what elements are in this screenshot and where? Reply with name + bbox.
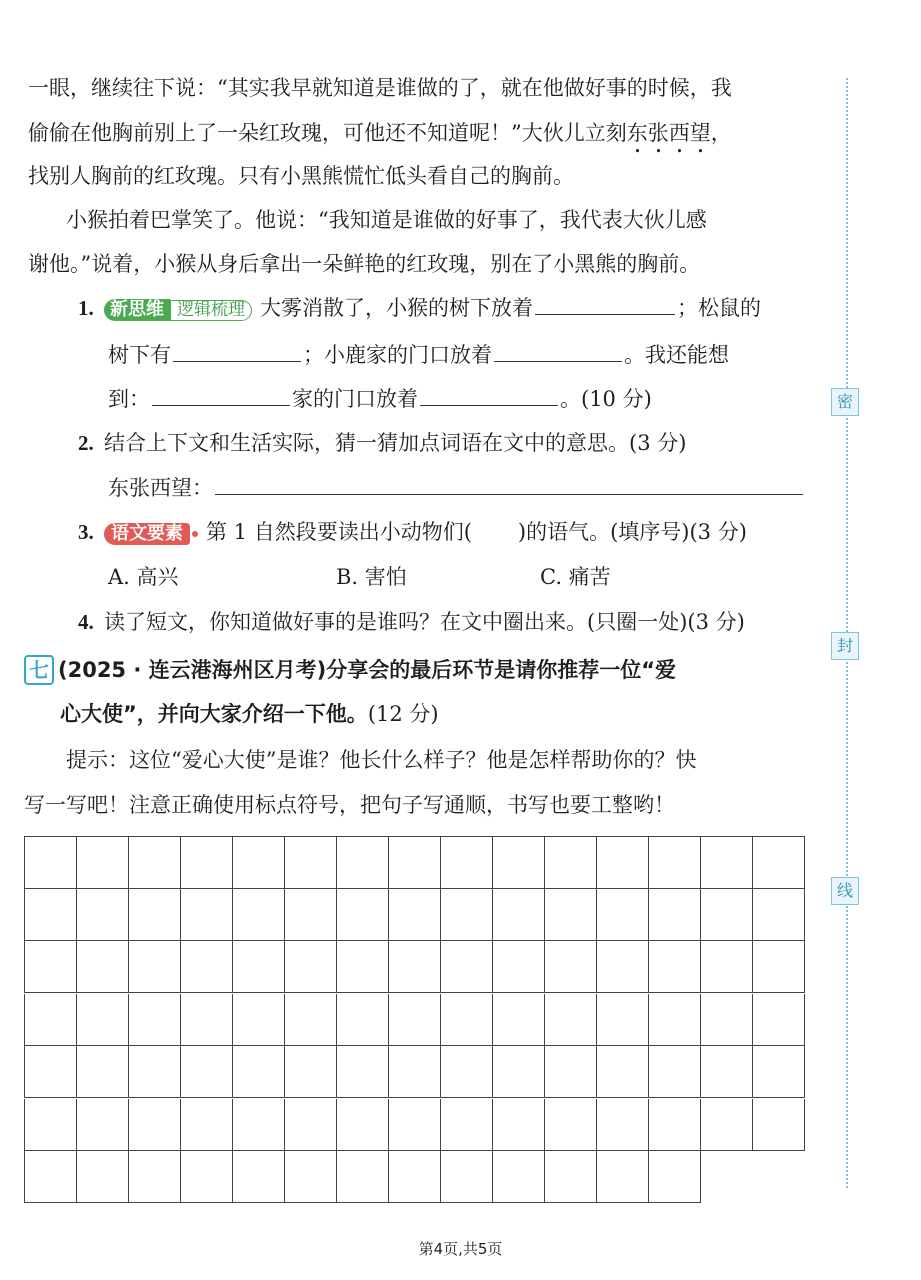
grid-cell[interactable]: [285, 1046, 337, 1098]
grid-cell[interactable]: [77, 994, 129, 1046]
grid-cell[interactable]: [24, 1151, 77, 1203]
question-text: 。(10 分): [560, 387, 652, 411]
question-text: 第 1 自然段要读出小动物们(: [206, 520, 472, 544]
tag-dot-icon: [192, 531, 198, 537]
option-b[interactable]: B. 害怕: [336, 565, 407, 589]
section-7-title: [24, 655, 676, 685]
grid-cell[interactable]: [24, 889, 77, 941]
grid-cell[interactable]: [233, 1046, 285, 1098]
logic-tag: 逻辑梳理: [170, 300, 252, 321]
grid-cell[interactable]: [181, 836, 233, 889]
grid-cell[interactable]: [77, 889, 129, 941]
section-title-text: (2025 · 连云港海州区月考)分享会的最后环节是请你推荐一位“爱: [58, 658, 677, 682]
passage-line-3: 找别人胸前的红玫瑰。只有小黑熊慌忙低头看自己的胸前。: [28, 164, 574, 188]
question-2: [78, 433, 686, 454]
new-thinking-tag: 新思维: [104, 299, 170, 321]
passage-line-1: 一眼，继续往下说：“其实我早就知道是谁做的了，就在他做好事的时候，我: [28, 76, 732, 100]
grid-cell[interactable]: [493, 889, 545, 941]
hint-line-2: 写一写吧！注意正确使用标点符号，把句子写通顺，书写也要工整哟！: [24, 793, 675, 817]
grid-cell[interactable]: [389, 1046, 441, 1098]
grid-cell[interactable]: [701, 994, 753, 1046]
question-number: 4.: [78, 610, 94, 634]
side-tag-feng: 封: [831, 632, 859, 660]
grid-cell[interactable]: [337, 994, 389, 1046]
grid-cell[interactable]: [649, 994, 701, 1046]
grid-cell[interactable]: [233, 941, 285, 993]
grid-cell[interactable]: [753, 941, 805, 993]
grid-cell[interactable]: [129, 1099, 181, 1151]
grid-cell[interactable]: [389, 1151, 441, 1203]
section-score: (12 分): [367, 702, 439, 726]
grid-cell[interactable]: [233, 889, 285, 941]
language-element-tag: 语文要素: [104, 523, 190, 545]
grid-cell[interactable]: [597, 941, 649, 993]
grid-row: [24, 1151, 701, 1203]
grid-cell[interactable]: [753, 994, 805, 1046]
grid-cell[interactable]: [597, 1151, 649, 1203]
grid-cell[interactable]: [233, 1151, 285, 1203]
question-number: 3.: [78, 520, 94, 544]
answer-blank-4[interactable]: [152, 404, 290, 406]
grid-cell[interactable]: [389, 1099, 441, 1151]
grid-cell[interactable]: [181, 889, 233, 941]
grid-row: [24, 1099, 805, 1151]
grid-row: [24, 941, 805, 993]
grid-cell[interactable]: [493, 836, 545, 889]
grid-cell[interactable]: [24, 994, 77, 1046]
grid-cell[interactable]: [129, 836, 181, 889]
grid-cell[interactable]: [337, 1046, 389, 1098]
grid-cell[interactable]: [129, 994, 181, 1046]
option-c[interactable]: C. 痛苦: [540, 565, 611, 589]
grid-cell[interactable]: [545, 836, 597, 889]
passage-comma: ，: [710, 121, 732, 145]
grid-cell[interactable]: [129, 889, 181, 941]
grid-cell[interactable]: [77, 1099, 129, 1151]
question-1-line-2: [108, 345, 729, 366]
passage-line-5: 谢他。”说着，小猴从身后拿出一朵鲜艳的红玫瑰，别在了小黑熊的胸前。: [28, 252, 701, 276]
section-7-title-line-2: [60, 704, 439, 725]
grid-cell[interactable]: [493, 1046, 545, 1098]
grid-cell[interactable]: [337, 889, 389, 941]
grid-cell[interactable]: [337, 1099, 389, 1151]
answer-blank-1[interactable]: [535, 313, 675, 315]
passage-line-2: [28, 121, 732, 158]
answer-blank-3[interactable]: [494, 360, 622, 362]
grid-cell[interactable]: [389, 994, 441, 1046]
grid-cell[interactable]: [285, 836, 337, 889]
grid-cell[interactable]: [493, 1151, 545, 1203]
question-4: [78, 612, 745, 633]
grid-cell[interactable]: [129, 1046, 181, 1098]
grid-cell[interactable]: [545, 889, 597, 941]
answer-blank-6[interactable]: [215, 493, 803, 495]
grid-cell[interactable]: [441, 889, 493, 941]
grid-cell[interactable]: [701, 941, 753, 993]
grid-cell[interactable]: [24, 1099, 77, 1151]
grid-cell[interactable]: [129, 1151, 181, 1203]
grid-cell[interactable]: [24, 941, 77, 993]
question-text: 读了短文，你知道做好事的是谁吗？在文中圈出来。(只圈一处)(3 分): [104, 610, 745, 634]
grid-cell[interactable]: [181, 941, 233, 993]
grid-cell[interactable]: [441, 1046, 493, 1098]
grid-cell[interactable]: [545, 1099, 597, 1151]
grid-cell[interactable]: [597, 836, 649, 889]
question-text: ；小鹿家的门口放着: [303, 343, 492, 367]
grid-cell[interactable]: [545, 1151, 597, 1203]
grid-cell[interactable]: [129, 941, 181, 993]
grid-cell[interactable]: [285, 889, 337, 941]
question-text: 家的门口放着: [292, 387, 418, 411]
grid-cell[interactable]: [337, 1151, 389, 1203]
grid-cell[interactable]: [597, 889, 649, 941]
question-1-line-3: [108, 389, 652, 410]
dotted-word: 东张西望: [626, 121, 711, 145]
answer-label: 东张西望：: [108, 476, 213, 500]
question-text: 到：: [108, 387, 150, 411]
side-tag-mi: 密: [831, 388, 859, 416]
grid-cell[interactable]: [337, 941, 389, 993]
grid-cell[interactable]: [441, 836, 493, 889]
grid-cell[interactable]: [285, 941, 337, 993]
grid-cell[interactable]: [701, 1046, 753, 1098]
grid-cell[interactable]: [233, 994, 285, 1046]
grid-cell[interactable]: [649, 941, 701, 993]
question-1: [78, 298, 761, 321]
question-number: 1.: [78, 296, 94, 320]
question-text: )的语气。(填序号)(3 分): [517, 520, 747, 544]
grid-cell[interactable]: [753, 1099, 805, 1151]
grid-row: [24, 1046, 805, 1098]
grid-cell[interactable]: [24, 1046, 77, 1098]
grid-row: [24, 836, 805, 888]
grid-cell[interactable]: [441, 1099, 493, 1151]
grid-cell[interactable]: [181, 1151, 233, 1203]
grid-cell[interactable]: [649, 889, 701, 941]
grid-cell[interactable]: [337, 836, 389, 889]
section-title-text: 心大使”，并向大家介绍一下他。: [60, 702, 368, 726]
grid-cell[interactable]: [441, 1151, 493, 1203]
grid-cell[interactable]: [389, 889, 441, 941]
question-2-answer: [108, 478, 805, 499]
grid-cell[interactable]: [597, 1099, 649, 1151]
grid-cell[interactable]: [181, 1099, 233, 1151]
question-3: [78, 522, 747, 545]
question-text: 大雾消散了，小猴的树下放着: [260, 296, 533, 320]
grid-cell[interactable]: [285, 994, 337, 1046]
grid-cell[interactable]: [77, 836, 129, 889]
grid-cell[interactable]: [181, 994, 233, 1046]
grid-cell[interactable]: [233, 836, 285, 889]
answer-blank-5[interactable]: [420, 404, 558, 406]
grid-cell[interactable]: [649, 836, 701, 889]
grid-cell[interactable]: [441, 941, 493, 993]
grid-cell[interactable]: [389, 941, 441, 993]
grid-cell[interactable]: [597, 1046, 649, 1098]
grid-cell[interactable]: [77, 1046, 129, 1098]
grid-cell[interactable]: [441, 994, 493, 1046]
question-text: 树下有: [108, 343, 171, 367]
side-tag-xian: 线: [831, 877, 859, 905]
grid-cell[interactable]: [493, 1099, 545, 1151]
grid-cell[interactable]: [597, 994, 649, 1046]
grid-cell[interactable]: [701, 1099, 753, 1151]
grid-cell[interactable]: [545, 941, 597, 993]
question-number: 2.: [78, 431, 94, 455]
grid-cell[interactable]: [493, 941, 545, 993]
answer-blank-2[interactable]: [173, 360, 301, 362]
page-footer: 第4页,共5页: [418, 1240, 503, 1258]
grid-cell[interactable]: [753, 889, 805, 941]
grid-cell[interactable]: [389, 836, 441, 889]
grid-cell[interactable]: [285, 1099, 337, 1151]
option-a[interactable]: A. 高兴: [108, 565, 179, 589]
grid-row: [24, 889, 805, 941]
grid-cell[interactable]: [545, 994, 597, 1046]
grid-cell[interactable]: [285, 1151, 337, 1203]
hint-line-1: 提示：这位“爱心大使”是谁？他长什么样子？他是怎样帮助你的？快: [66, 748, 697, 772]
grid-cell[interactable]: [701, 889, 753, 941]
grid-cell[interactable]: [233, 1099, 285, 1151]
grid-cell[interactable]: [753, 1046, 805, 1098]
section-marker: 七: [24, 655, 54, 685]
grid-cell[interactable]: [77, 1151, 129, 1203]
grid-cell[interactable]: [493, 994, 545, 1046]
question-text: ；松鼠的: [677, 296, 761, 320]
grid-cell[interactable]: [24, 836, 77, 889]
grid-cell[interactable]: [701, 836, 753, 889]
grid-cell[interactable]: [649, 1099, 701, 1151]
grid-row: [24, 994, 805, 1046]
question-text: 。我还能想: [624, 343, 729, 367]
passage-text: 偷偷在他胸前别上了一朵红玫瑰，可他还不知道呢！”大伙儿立刻: [28, 121, 627, 145]
passage-line-4: 小猴拍着巴掌笑了。他说：“我知道是谁做的好事了，我代表大伙儿感: [66, 208, 707, 232]
grid-cell[interactable]: [77, 941, 129, 993]
grid-cell[interactable]: [649, 1151, 701, 1203]
question-text: 结合上下文和生活实际，猜一猜加点词语在文中的意思。(3 分): [104, 431, 687, 455]
grid-cell[interactable]: [181, 1046, 233, 1098]
grid-cell[interactable]: [649, 1046, 701, 1098]
grid-cell[interactable]: [545, 1046, 597, 1098]
grid-cell[interactable]: [753, 836, 805, 889]
